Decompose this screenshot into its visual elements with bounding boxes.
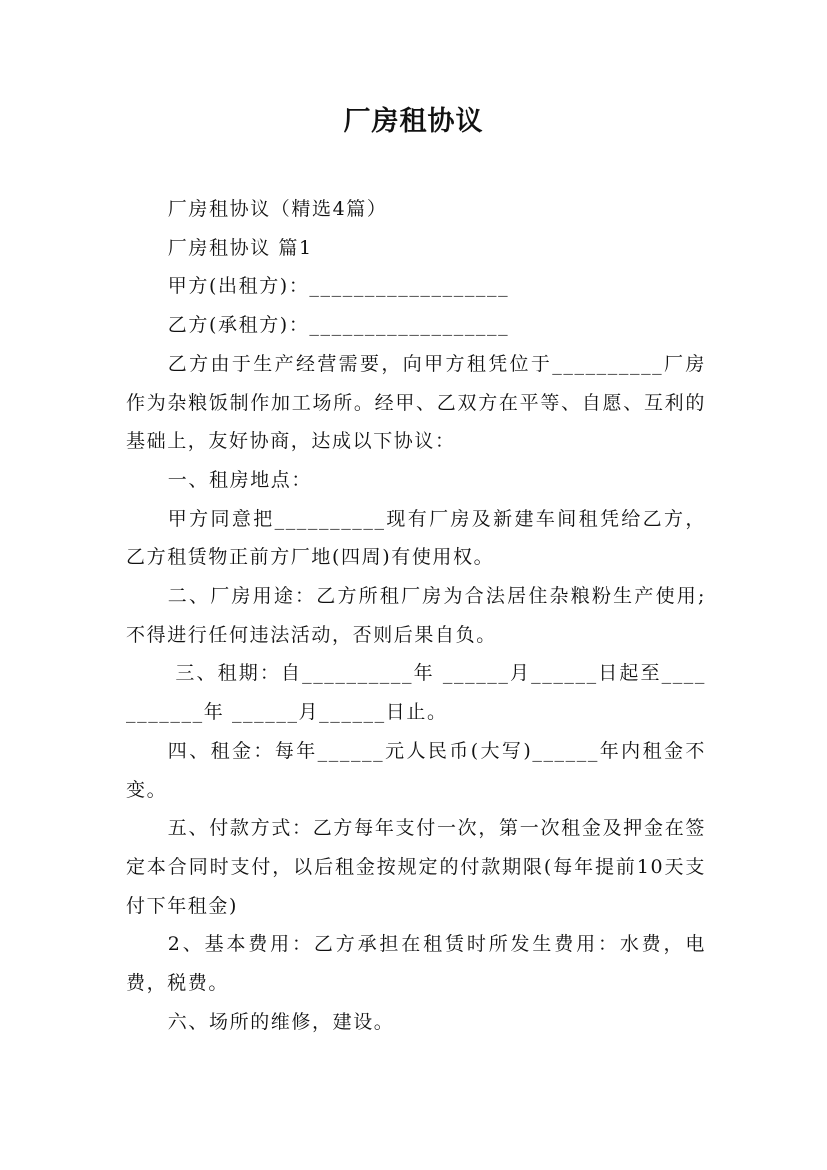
paragraph-section-heading: 厂房租协议 篇1 (167, 236, 313, 259)
paragraph-clause-4: 四、租金：每年______元人民币(大写)______年内租金不变。 (126, 739, 706, 801)
paragraph-clause-1-heading: 一、租房地点： (167, 468, 312, 491)
paragraph-intro: 乙方由于生产经营需要，向甲方租凭位于__________厂房作为杂粮饭制作加工场所。经甲、乙双方在平等、自愿、互利的基础上，友好协商，达成以下协议： (126, 352, 706, 453)
paragraph-party-a: 甲方(出租方)：__________________ (167, 275, 510, 298)
paragraph-basic-fees: 2、基本费用：乙方承担在租赁时所发生费用：水费，电费，税费。 (126, 933, 706, 995)
document-title: 厂房租协议 (343, 106, 484, 137)
paragraph-clause-1-body: 甲方同意把__________现有厂房及新建车间租凭给乙方，乙方租赁物正前方厂地(四周)有使用权。 (126, 507, 706, 569)
document-body (126, 190, 706, 1041)
paragraph-clause-6: 六、场所的维修，建设。 (167, 1010, 395, 1033)
paragraph-clause-5: 五、付款方式：乙方每年支付一次，第一次租金及押金在签定本合同时支付，以后租金按规定的付款期限(每年提前10天支付下年租金) (126, 817, 706, 917)
paragraph-subtitle: 厂房租协议（精选4篇） (167, 198, 388, 220)
paragraph-party-b: 乙方(承租方)：__________________ (167, 314, 510, 337)
paragraph-clause-3: 三、租期：自__________年 ______月______日起至___________年 ______月______日止。 (126, 662, 706, 724)
paragraph-clause-2: 二、厂房用途：乙方所租厂房为合法居住杂粮粉生产使用;不得进行任何违法活动，否则后果自负。 (126, 585, 706, 646)
